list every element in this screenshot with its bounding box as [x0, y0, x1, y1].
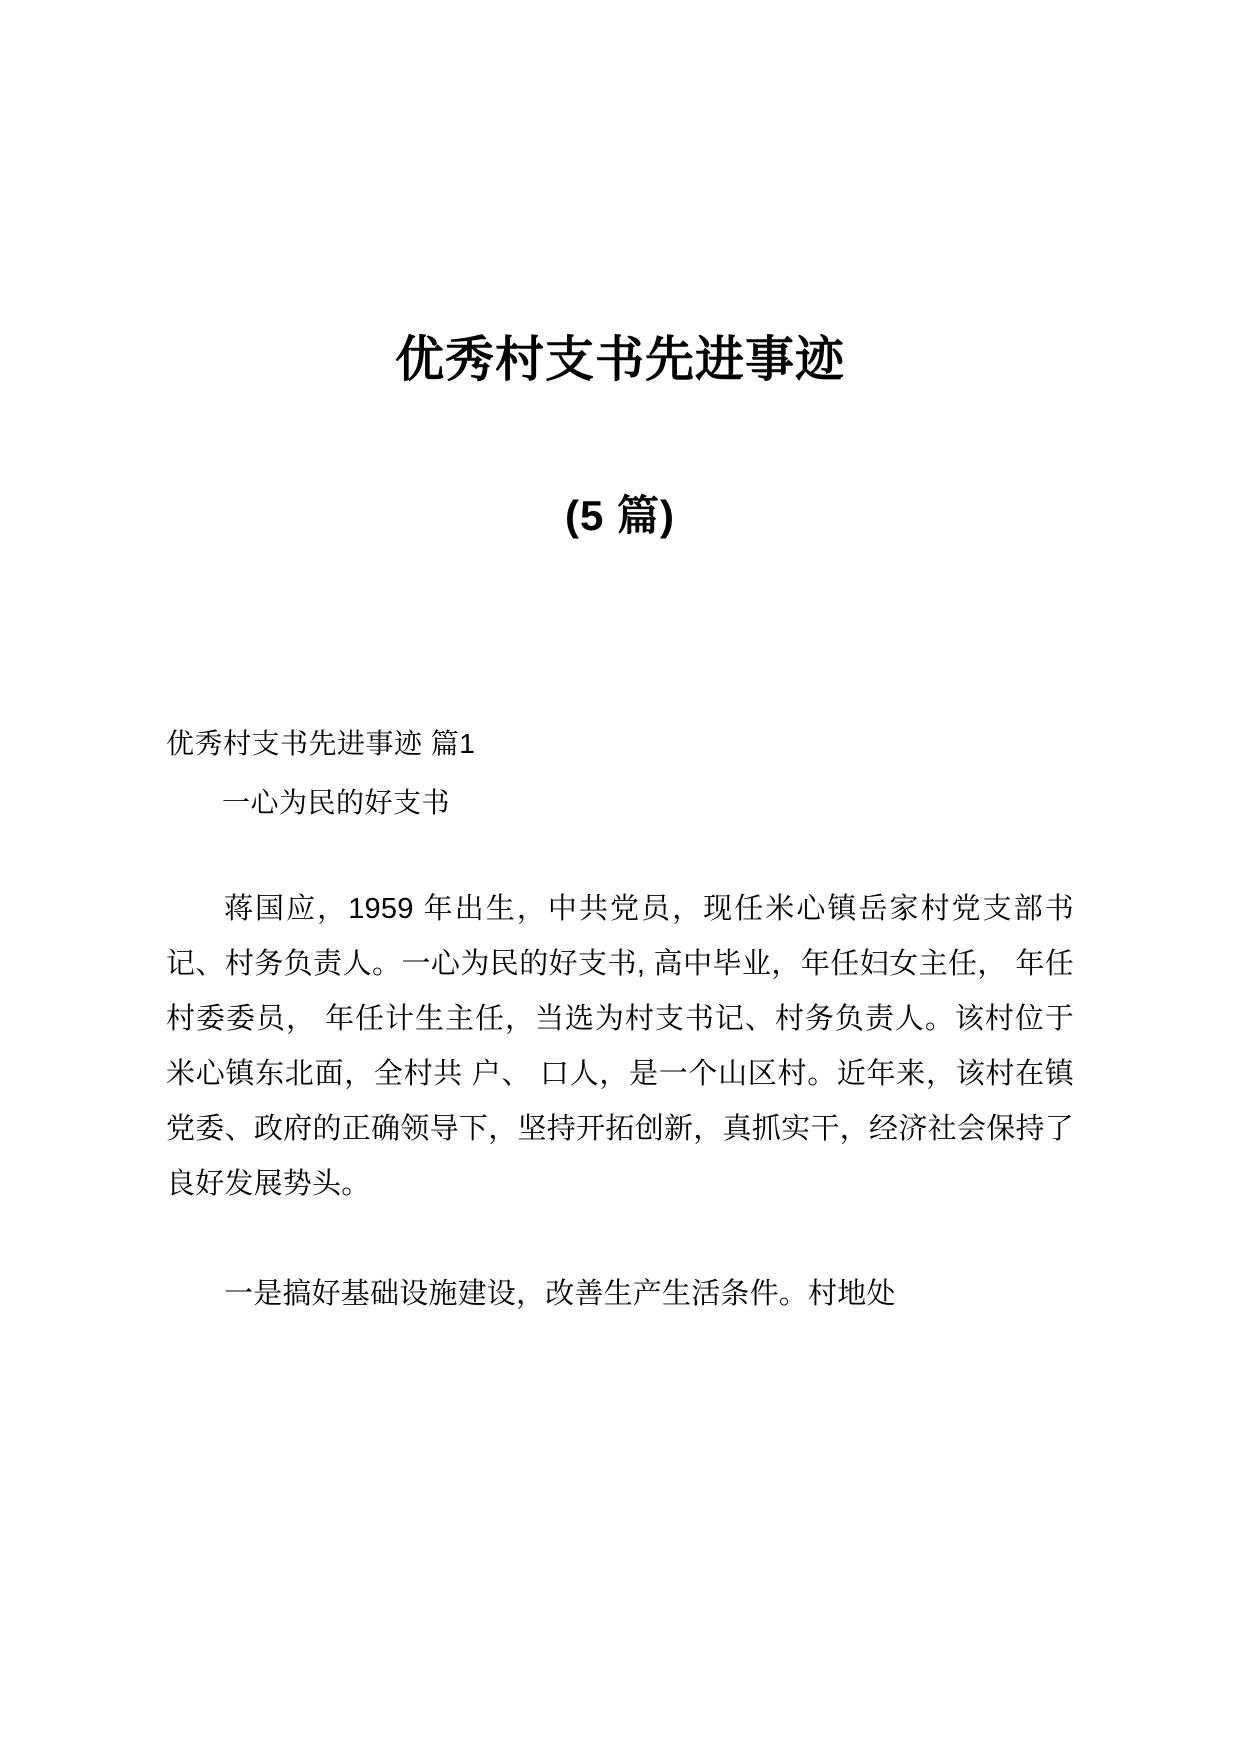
- page-content: [166, 0, 1074, 1322]
- body-paragraph: 一是搞好基础设施建设，改善生产生活条件。村地处: [224, 1277, 896, 1310]
- section-heading: 优秀村支书先进事迹 篇1: [166, 727, 476, 759]
- body-paragraph: 蒋国应，1959 年出生，中共党员，现任米心镇岳家村党支部书记、村务负责人。一心为民的好支书, 高中毕业，年任妇女主任， 年任村委委员， 年任计生主任，当选为村支书记、村务负责人。该村位于米心镇东北面，全村共 户、 口人，是一个山区村。近年来，该村在镇党委、政府的正确领导下，坚持开拓创新，真抓实干，经济社会保持了良好发展势头。: [166, 892, 1074, 1200]
- section-subheading: 一心为民的好支书: [222, 787, 451, 819]
- document-title: 优秀村支书先进事迹: [394, 333, 845, 387]
- document-subtitle: (5 篇): [564, 492, 675, 540]
